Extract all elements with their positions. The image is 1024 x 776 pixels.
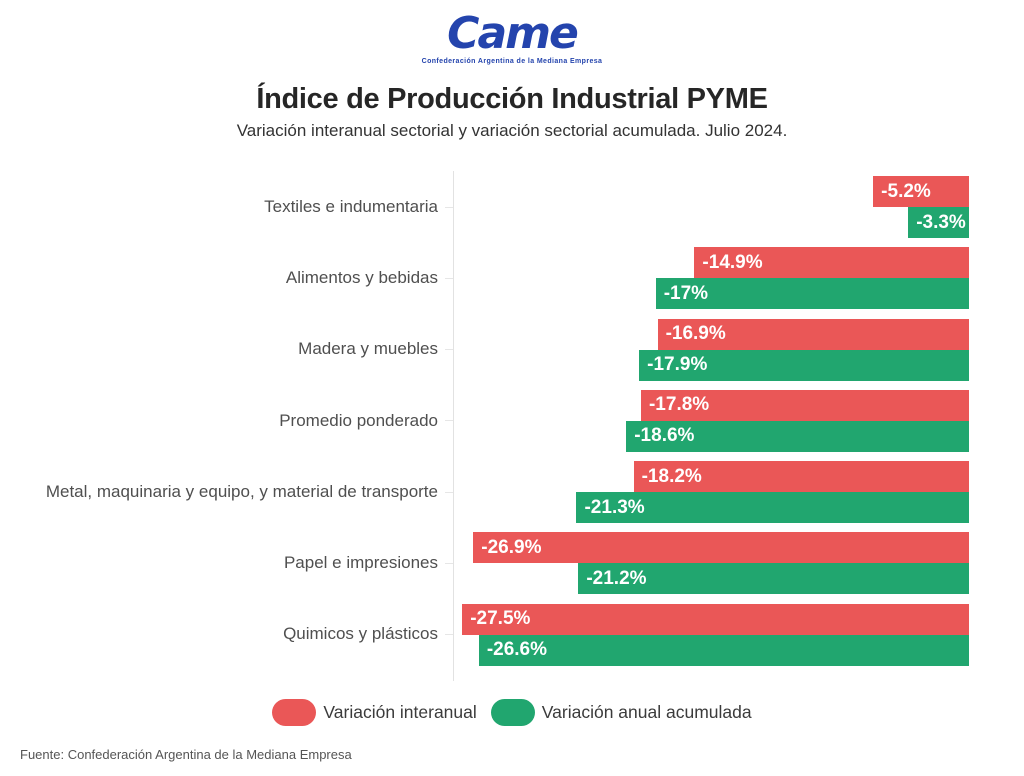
bar-pair <box>453 390 969 452</box>
bar-value-label: -26.9% <box>481 536 542 558</box>
bar-acumulada <box>626 421 969 452</box>
chart-row <box>0 461 1024 532</box>
legend-swatch-red <box>272 699 316 726</box>
bar-chart <box>0 176 1024 675</box>
bar-value-label: -17% <box>663 282 709 304</box>
bar-value-label: -21.2% <box>586 567 647 589</box>
bar-pair <box>453 604 969 666</box>
category-label: Quimicos y plásticos <box>283 624 438 644</box>
legend-swatch-green <box>491 699 535 726</box>
page-subtitle: Variación interanual sectorial y variación sectorial acumulada. Julio 2024. <box>236 121 788 140</box>
bar-value-label: -27.5% <box>470 608 531 630</box>
bar-interanual <box>658 319 969 350</box>
axis-tick <box>445 563 453 564</box>
bar-interanual <box>473 532 969 563</box>
legend-item-acumulada <box>491 699 752 726</box>
chart-row <box>0 604 1024 675</box>
axis-tick <box>445 349 453 350</box>
bar-pair <box>453 532 969 594</box>
bar-acumulada <box>479 635 969 666</box>
bar-interanual <box>641 390 969 421</box>
bar-value-label: -5.2% <box>881 180 931 202</box>
came-logo-text: Came <box>447 8 577 59</box>
page-title: Índice de Producción Industrial PYME <box>256 83 768 115</box>
bar-value-label: -14.9% <box>702 251 763 273</box>
bar-acumulada <box>639 350 969 381</box>
came-logo-tagline: Confederación Argentina de la Mediana Empresa <box>421 58 603 65</box>
legend-item-interanual <box>272 699 476 726</box>
bar-pair <box>453 176 969 238</box>
axis-tick <box>445 207 453 208</box>
category-label: Papel e impresiones <box>283 553 438 573</box>
bar-pair <box>453 247 969 309</box>
chart-row <box>0 532 1024 603</box>
axis-tick <box>445 492 453 493</box>
axis-tick <box>445 420 453 421</box>
bar-value-label: -3.3% <box>916 211 966 233</box>
bar-pair <box>453 461 969 523</box>
category-label: Metal, maquinaria y equipo, y material de transporte <box>45 481 438 501</box>
category-label: Madera y muebles <box>298 339 438 359</box>
chart-row <box>0 247 1024 318</box>
bar-value-label: -26.6% <box>486 639 548 661</box>
legend-label: Variación anual acumulada <box>541 702 752 722</box>
legend-label: Variación interanual <box>323 702 477 722</box>
category-label: Textiles e indumentaria <box>264 196 438 216</box>
bar-value-label: -17.9% <box>647 354 708 376</box>
bar-acumulada <box>576 492 969 523</box>
axis-tick <box>445 634 453 635</box>
bar-acumulada <box>578 563 969 594</box>
source-note: Fuente: Confederación Argentina de la Mediana Empresa <box>20 747 352 762</box>
bar-interanual <box>694 247 969 278</box>
chart-rows <box>0 176 1024 675</box>
chart-row <box>0 319 1024 390</box>
bar-value-label: -16.9% <box>665 323 726 345</box>
chart-row <box>0 390 1024 461</box>
bar-value-label: -18.2% <box>641 465 702 487</box>
bar-value-label: -21.3% <box>584 496 645 518</box>
bar-interanual <box>462 604 969 635</box>
legend <box>0 699 1024 726</box>
bar-value-label: -17.8% <box>648 394 710 416</box>
category-label: Promedio ponderado <box>279 410 438 430</box>
bar-interanual <box>634 461 969 492</box>
bar-value-label: -18.6% <box>634 425 695 447</box>
bar-acumulada <box>656 278 969 309</box>
chart-row <box>0 176 1024 247</box>
came-logo <box>0 8 1024 65</box>
axis-tick <box>445 278 453 279</box>
bar-acumulada <box>908 207 969 238</box>
bar-pair <box>453 319 969 381</box>
category-label: Alimentos y bebidas <box>285 267 438 287</box>
bar-interanual <box>873 176 969 207</box>
